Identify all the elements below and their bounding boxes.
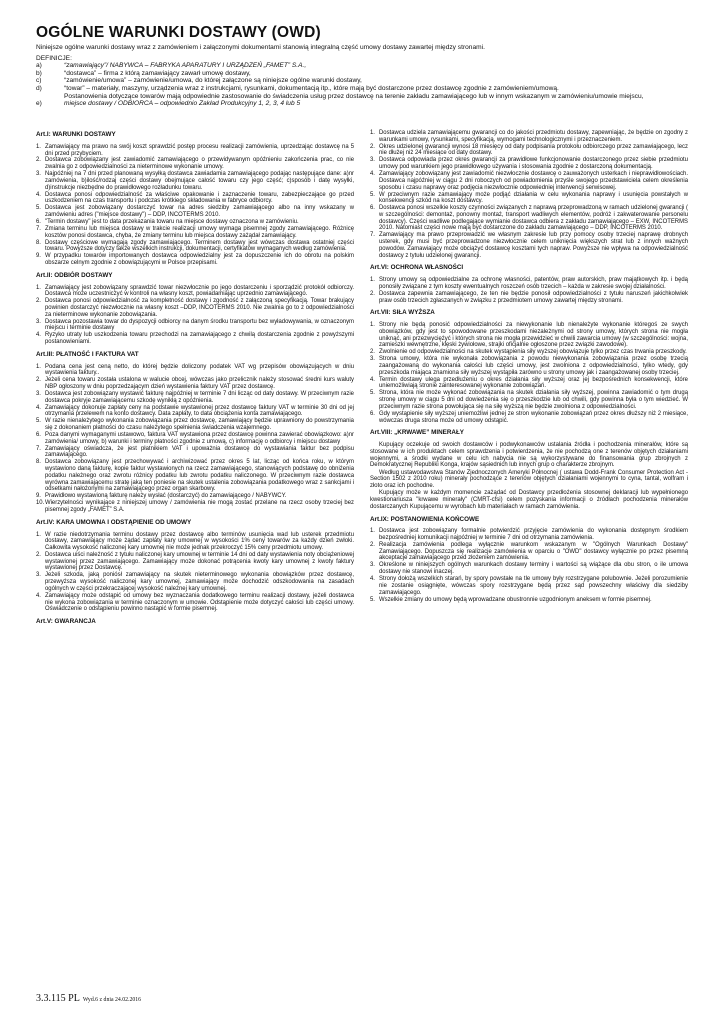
item-text: Określone w niniejszych ogólnych warunkach dostawy terminy i wartości są wiążące dla obu stron, o ile umowa dostawy nie stanowi inaczej.	[379, 562, 688, 576]
item-text: W przypadku towarów importowanych dostawca odpowiedzialny jest za dopuszczenie ich do obrotu na polskim obszarze celnym zgodnie z obowiązującymi w Polsce przepisami.	[45, 253, 354, 266]
item-number: 5.	[370, 390, 375, 397]
list-item	[36, 532, 354, 552]
item-text: W razie niedotrzymania terminu dostawy przez dostawcę albo terminów usunięcia wad lub usterek przedmiotu dostawy, zamawiający może żądać zapłaty kary umownej w wysokości 1% ceny towarów za każdy dzień zwłoki. Całkowita wysokość naliczonej kary umownej nie może jednak przekroczyć 15% ceny przedmiotu umowy.	[45, 531, 354, 551]
item-text: W przeciwnym razie zamawiający może podjąć działania w celu wykonania naprawy i usunięcia powstałych w konsekwencji szkód na koszt dostawcy.	[379, 191, 688, 205]
item-text: W razie nienależytego wykonania zobowiązania przez dostawcę, zamawiający będzie uprawniony do powstrzymania się z dokonaniem płatności do czasu należytego spełnienia świadczenia wzajemnego.	[45, 418, 354, 432]
item-text: Strony umowy są odpowiedzialne za ochronę własności, patentów, praw autorskich, praw majątkowych itp. i będą ponosiły związane z tym koszty ewentualnych roszczeń osób trzecich – każda w zakresie swojej działalności.	[379, 277, 688, 290]
item-text: Zamawiający oświadcza, że jest płatnikiem VAT i upoważnia dostawcę do wystawiania faktur bez podpisu zamawiającego.	[45, 445, 354, 459]
item-number: 1.	[36, 143, 41, 150]
list-item	[370, 232, 688, 259]
definition-text: “dostawca” – firma z którą zamawiający zawarł umowę dostawy,	[64, 69, 251, 77]
list-item	[370, 411, 688, 425]
definition-item	[36, 70, 688, 78]
list-item	[370, 542, 688, 562]
document-version: Wyd.6 z dnia 24.02.2016	[82, 997, 142, 1003]
item-number: 6.	[36, 432, 41, 438]
item-text: Zamawiający może odstąpić od umowy bez wyznaczania dodatkowego terminu realizacji dostawy, jeżeli dostawca nie wykona zobowiązania w terminie oznaczonym w umowie. Odstąpienie może dotyczyć całości lub części umowy. Oświadczenie o odstąpieniu powinno nastąpić w formie pisemnej.	[45, 592, 354, 613]
list-item	[370, 390, 688, 410]
item-text: Wierzytelności wynikające z niniejszej umowy / zamówienia nie mogą zostać przelane na rzecz osoby trzeciej bez pisemnej zgody „FAMET” S.A.	[45, 500, 354, 513]
item-number: 3.	[370, 157, 375, 164]
item-text: Realizacja zamówienia podlega wyłącznie warunkom wskazanym w "Ogólnych Warunkach Dostawy" Zamawiającego. Dopuszcza się realizacje zamówienia w oparciu o "OWD" dostawcy wyłącznie po przez pisemną akceptacje zamawiającego przed złożeniem zamówienia.	[379, 541, 688, 562]
item-text: Jeżeli cena towaru została ustalona w walucie obcej, wówczas jako przelicznik należy stosować średni kurs waluty NBP ogłoszony w dniu poprzedzającym dzień wystawienia faktury VAT przez dostawcę.	[45, 377, 354, 390]
section-heading: Art.VIII: „KRWAWE” MINERAŁY	[370, 429, 464, 437]
item-text: Dostawca udziela zamawiającemu gwarancji co do jakości przedmiotu dostawy, zapewniając, że będzie on zgodny z warunkami umowy, rysunkami, specyfikacją, wymogami technologicznymi i przeznaczeniem.	[379, 130, 688, 143]
item-text: Dostawca jest zobowiązany dostarczyć towar na adres siedziby zamawiającego albo na inny wskazany w zamówieniu adres ("miejsce dostawy") – DDP, INCOTERMS 2010.	[45, 205, 354, 218]
item-text: Strony nie będą ponosić odpowiedzialności za niewykonanie lub nienależyte wykonanie któregoś ze swych obowiązków, gdy jest to spowodowane przeszkodami niezależnymi od strony umowy, których strona nie mogła uniknąć, ani przezwyciężyć i których strona nie mogła przewidzieć w chwili zawarcia umowy (w szczególności: wojna, zamieszki wewnętrzne, klęski żywiołowe, strajki oficjalnie ogłoszone przez związki zawodowe).	[379, 322, 688, 349]
item-text: Jeżeli szkoda, jaką poniósł zamawiający na skutek nieterminowego wykonania obowiązków przez dostawcę, przewyższa wysokość naliczonej kary umownej, zamawiający może dochodzić odszkodowania na zasadach ogólnych w części przekraczającej wysokość należnej kary umownej.	[45, 572, 354, 592]
item-text: Podana cena jest ceną netto, do której będzie doliczony podatek VAT wg przepisów obowiązujących w dniu wystawienia faktury..	[45, 363, 354, 377]
item-number: 3.	[370, 562, 375, 569]
item-number: 3.	[36, 390, 41, 397]
definition-item	[36, 62, 688, 70]
definition-text: miejsce dostawy / ODBIORCA – odpowiednio Zakład Produkcyjny 1, 2, 3, 4 lub 5	[64, 100, 301, 108]
list-item	[36, 418, 354, 432]
item-number: 7.	[36, 225, 41, 232]
document-footer	[36, 993, 141, 1004]
list-item	[370, 171, 688, 191]
item-text: Zamawiający ma prawo przeprowadzić we własnym zakresie lub przy pomocy osoby trzeciej naprawę drobnych usterek, gdy musi być przeprowadzone niezwłocznie celem uniknięcia większych strat lub z innych ważnych powodów. Zamawiający może obciążyć dostawcę kosztami tych napraw. Powyższe nie wpływa na odpowiedzialność dostawcy z tytułu udzielonej gwarancji.	[379, 232, 688, 259]
item-number: 6.	[36, 218, 41, 225]
right-column	[370, 130, 688, 631]
section-heading: Art.I: WARUNKI DOSTAWY	[36, 131, 116, 138]
definition-letter: a)	[36, 62, 42, 70]
list-item	[370, 528, 688, 542]
list-item	[370, 192, 688, 206]
list-item	[370, 377, 688, 391]
item-number: 6.	[370, 410, 375, 417]
item-number: 2.	[370, 349, 375, 356]
item-number: 8.	[36, 459, 41, 466]
item-number: 7.	[370, 232, 375, 239]
item-text: Zmiana terminu lub miejsca dostawy w trakcie realizacji umowy wymaga pisemnej zgody zamawiającego. Różnicę kosztów ponosi dostawca, chyba, że zmiany terminu lub miejsca dostawy zażądał zamawiający.	[45, 225, 354, 239]
list-item	[36, 144, 354, 158]
list-item	[370, 597, 688, 604]
item-text: Ryzyko utraty lub uszkodzenia towaru przechodzi na zamawiającego z chwilą dostarczenia zgodnie z powyższymi postanowieniami.	[45, 332, 354, 346]
item-number: 1.	[36, 531, 41, 538]
list-item	[36, 319, 354, 333]
list-item	[370, 205, 688, 232]
section-heading: Art.IX: POSTANOWIENIA KOŃCOWE	[370, 515, 480, 523]
definition-text: “towar” – materiały, maszyny, urządzenia wraz z instrukcjami, rysunkami, dokumentacją itp., które mają być dostarczone przez dostawcę zgodnie z zamówieniem/umową.	[64, 84, 559, 92]
item-number: 4.	[36, 592, 41, 599]
item-number: 1.	[370, 322, 375, 329]
item-number: 5.	[370, 596, 375, 603]
item-text: Zamawiający dokonuje zapłaty ceny na podstawie wystawionej przez dostawcę faktury VAT w terminie 30 dni od jej otrzymania przelewem na konto dostawcy. Data zapłaty, to data obciążenia konta zamawiającego.	[45, 404, 354, 418]
list-item	[36, 157, 354, 171]
list-item	[36, 500, 354, 514]
item-number: 3.	[36, 171, 41, 178]
item-text: Prawidłowo wystawioną fakturę należy wysłać (dostarczyć) do zamawiającego / NABYWCY.	[45, 493, 287, 500]
list-item	[370, 576, 688, 596]
item-number: 1.	[370, 277, 375, 284]
item-number: 4.	[36, 191, 41, 198]
item-text: Dostawca zobowiązany jest przechowywać i archiwizować przez okres 5 lat, licząc od końca roku, w którym wystawiono daną fakturę, kopie faktur wystawionych na rzecz zamawiającego, stanowiących podstawę do obniżenia podatku należnego oraz zwrotu różnicy podatku lub zwrotu podatku naliczonego. W przeciwnym razie dostawca wyrówna zamawiającemu stratę jaką ten poniesie na skutek ustalenia zobowiązania podatkowego wraz z sankcjami i odsetkami nałożonymi na zamawiającego przez organ skarbowy.	[45, 459, 354, 493]
list-item	[36, 240, 354, 254]
item-number: 6.	[370, 205, 375, 212]
item-text: Zamawiający jest zobowiązany sprawdzić towar niezwłocznie po jego dostarczeniu i sporządzić protokół odbiorczy. Dostawca może uczestniczyć w kontroli na własny koszt, powiadamiając uprzednio zamawiającego.	[45, 284, 354, 298]
item-number: 4.	[370, 376, 375, 383]
item-number: 2.	[370, 290, 375, 297]
item-text: Strony dołożą wszelkich starań, by spory powstałe na tle umowy były rozstrzygane polubownie. Jeżeli porozumienie nie zostanie osiągnięte, wówczas spory rozstrzygane będą przez sąd powszechny właściwy dla siedziby zamawiającego.	[379, 576, 688, 596]
item-text: Dostawca jest zobowiązany wystawić fakturę najpóźniej w terminie 7 dni licząc od daty dostawy. W przeciwnym razie dostawca pokryje zamawiającemu szkodę wynikłą z opóźnienia.	[45, 390, 354, 404]
list-item	[36, 572, 354, 592]
item-text: Dostawca pozostawia towar do dyspozycji odbiorcy na danym środku transportu bez wyładowywania, w oznaczonym miejscu i terminie dostawy	[45, 318, 354, 332]
document-code: 3.3.115 PL	[36, 993, 80, 1004]
item-number: 2.	[36, 298, 41, 305]
item-number: 5.	[36, 205, 41, 212]
intro-text: Niniejsze ogólne warunki dostawy wraz z zamówieniem i załączonymi dokumentami stanowią integralną część umowy dostawy zawartej między stronami.	[36, 44, 485, 51]
item-number: 2.	[36, 377, 41, 384]
section-heading: Art.II: ODBIÓR DOSTAWY	[36, 271, 113, 279]
item-number: 3.	[370, 356, 375, 363]
list-item	[36, 405, 354, 419]
item-number: 4.	[370, 171, 375, 178]
item-number: 5.	[370, 191, 375, 198]
item-text: Dostawca uiści należność z tytułu naliczonej kary umownej w terminie 14 dni od daty wystawienia noty obciążeniowej wystawionej przez zamawiającego. Zamawiający może dokonać potrącenia kwoty kary umownej z kwoty faktury wystawionej przez Dostawcę.	[45, 551, 354, 572]
item-number: 9.	[36, 253, 41, 260]
document-title: OGÓLNE WARUNKI DOSTAWY (OWD)	[36, 24, 321, 41]
item-text: Dostawca zobowiązany jest zawiadomić zamawiającego o przewidywanym opóźnieniu zakończenia prac, co nie zwalnia go z odpowiedzialności za nieterminowe wykonanie umowy.	[45, 157, 354, 171]
item-text: Zamawiający ma prawo na swój koszt sprawdzić postęp procesu realizacji zamówienia, uprzedzając dostawcę na 5 dni przed przybyciem.	[45, 143, 354, 157]
item-number: 3.	[36, 572, 41, 579]
item-text: Dostawca odpowiada przez okres gwarancji za prawidłowe funkcjonowanie dostarczonego przez siebie przedmiotu umowy pod warunkiem jego prawidłowego używania i stosowania zgodnie z dostarczoną dokumentacją.	[379, 157, 688, 171]
definition-text: “zamówienie/umowa” – zamówienie/umowa, do której załączone są niniejsze ogólne warunki dostawy,	[64, 77, 362, 85]
item-number: 9.	[36, 493, 41, 500]
item-text: Strona, która nie może wykonać zobowiązania na skutek działania siły wyższej, powinna zawiadomić o tym drugą stronę umowy w ciągu 5 dni od dowiedzenia się o przeszkodzie lub od chwili, gdy powinna była o tym wiedzieć. W przeciwnym razie strona powołująca się na siłę wyższą nie będzie zwolniona z odpowiedzialności.	[379, 390, 688, 410]
definition-item	[36, 77, 688, 85]
section-heading: Art.IV: KARA UMOWNA I ODSTĄPIENIE OD UMOWY	[36, 518, 192, 526]
definition-text: “zamawiający”/ NABYWCA – FABRYKA APARATURY I URZĄDZEŃ „FAMET” S.A.,	[64, 62, 307, 70]
list-item	[36, 192, 354, 206]
item-number: 7.	[36, 445, 41, 452]
item-text: Okres udzielonej gwarancji wynosi 18 miesięcy od daty podpisania protokołu odbiorczego przez zamawiającego, lecz nie dłużej niż 24 miesiące od daty dostawy.	[379, 143, 688, 157]
item-number: 1.	[36, 363, 41, 370]
section-heading: Art.V: GWARANCJA	[36, 618, 96, 626]
section-heading: Art.VI: OCHRONA WŁASNOŚCI	[370, 264, 464, 272]
list-item	[370, 356, 688, 376]
list-item	[370, 562, 688, 576]
list-item	[36, 253, 354, 267]
section-paragraph: Według ustawodawstwa Stanów Zjednoczonych Ameryki Północnej ( ustawa Dodd-Frank Consumer Protection Act - Section 1502 z 2010 roku) minerały pochodzące z terenów objętych działaniami wojennymi to cyna, tantal, wolfram i złoto oraz ich pochodne.	[370, 469, 688, 489]
item-text: Dostawy częściowe wymagają zgody zamawiającego. Terminem dostawy jest wówczas dostawa ostatniej części towaru. Powyższe dotyczy także wszelkich instrukcji, dokumentacji, certyfikatów wymaganych według zamówienia.	[45, 239, 354, 253]
definition-item	[36, 85, 688, 93]
item-text: Dostawca ponosi wszelkie koszty czynności związanych z naprawą przeprowadzoną w ramach udzielonej gwarancji ( w szczególności: demontaż, ponowny montaż, transport wadliwych elementów, podróż i zakwaterowanie personelu dostawcy). Części wadliwe podlegające wymianie dostawca odbiera z zakładu zamawiającego – EXW, INCOTERMS 2010. Natomiast części nowe mają być dostarczone do zakładu zamawiającego – DDP, INCOTERMS 2010.	[379, 205, 688, 232]
list-item	[36, 593, 354, 613]
list-item	[370, 277, 688, 291]
list-item	[36, 391, 354, 405]
list-item	[36, 171, 354, 191]
list-item	[370, 157, 688, 171]
item-text: Dostawca jest zobowiązany formalnie potwierdzić przyjęcie zamówienia do wykonania dostępnym środkiem bezpośredniej komunikacji najpóźniej w terminie 7 dni od otrzymania zamówienia.	[379, 528, 688, 541]
item-text: Termin dostawy ulega przedłużeniu o okres działania siły wyższej oraz jej bezpośrednich konsekwencji, które uniemożliwiają stronie zainteresowanej wykonanie zobowiązań.	[379, 376, 688, 390]
list-item	[36, 552, 354, 572]
item-text: Dostawca ponosi odpowiedzialność za kompletność dostawy i zgodność z załączoną specyfikacją. Towar brakujący powinien dostarczyć niezwłocznie na własny koszt –DDP, INCOTERMS 2010. Nie zwalnia go to z odpowiedzialności za nieterminowe wykonanie zobowiązania.	[45, 298, 354, 318]
item-text: Strona umowy, która nie wykonała zobowiązania z powodu niewykonania zobowiązania przez osobę trzecią zaangażowaną do wykonania całości lub części umowy, jest zwolniona z odpowiedzialności, tylko wtedy, gdy przeszkoda miająca znamiona siły wyższej wystąpiła zarówno u strony umowy jak i zaangażowanej osoby trzeciej.	[379, 356, 688, 376]
list-item	[36, 285, 354, 299]
item-number: 10.	[36, 500, 45, 507]
definition-letter: c)	[36, 77, 42, 85]
list-item	[370, 322, 688, 349]
item-text: Dostawca ponosi odpowiedzialność za właściwe opakowanie i zaznaczenie towaru, zabezpieczające go przed uszkodzeniem na czas transportu i podczas krótkiego składowania w fabryce odbiorcy.	[45, 191, 354, 205]
item-text: Dostawca zapewnia zamawiającego, że ten nie będzie ponosił odpowiedzialności z tytułu naruszeń jakichkolwiek praw osób trzecich zgłaszanych w związku z przedmiotem umowy zawartej między stronami.	[379, 290, 688, 304]
list-item	[36, 205, 354, 219]
item-number: 3.	[36, 318, 41, 325]
list-item	[36, 446, 354, 460]
list-item	[36, 332, 354, 346]
item-number: 1.	[370, 528, 375, 535]
definitions-label: DEFINICJE:	[36, 54, 72, 62]
two-column-body	[36, 130, 688, 631]
definition-item	[36, 100, 688, 108]
section-paragraph: Kupujący oczekuje od swoich dostawców i podwykonawców ustalania źródła i pochodzenia minerałów, które są stosowane w ich produktach celem sprawdzenia i potwierdzenia, że nie pochodzą one z terenów objętych działaniami wojennymi, a środki wydane w celu ich nabycia nie są wykorzystywane do finansowania grup zbrojnych z Demokratycznej Republiki Konga, krajów sąsiednich lub innych grup o charakterze zbrojnym.	[370, 442, 688, 469]
list-item	[370, 130, 688, 144]
item-number: 2.	[370, 541, 375, 548]
item-number: 2.	[36, 551, 41, 558]
definition-letter: b)	[36, 69, 42, 77]
list-item	[370, 291, 688, 305]
list-item	[36, 377, 354, 391]
item-number: 2.	[370, 143, 375, 150]
item-text: Gdy wystąpienie siły wyższej uniemożliwi jednej ze stron wykonanie zobowiązań przez okres dłuższy niż 2 miesiące, wówczas druga strona może od umowy odstąpić.	[379, 410, 688, 424]
item-number: 2.	[36, 157, 41, 164]
item-text: Wszelkie zmiany do umowy będą wprowadzane obustronnie uzgodnionym aneksem w formie pisemnej.	[379, 596, 652, 603]
section-paragraph: Kupujący może w każdym momencie zażądać od Dostawcy przedłożenia stosownej deklaracji lub wypełnionego kwestionariusza "krwawe minerały" (CMRT-cfsi) celem pozyskania informacji o źródłach pochodzenia minerałów dostarczanych Kupującemu w wyrobach lub materiałach w ramach zamówienia.	[370, 490, 688, 510]
left-column	[36, 130, 354, 631]
item-text: Najpóźniej na 7 dni przed planowaną wysyłką dostawca zawiadamia zamawiającego podając następujące dane: a)nr zamówienia, b)ilość/rodzaj części dostawy obejmujące całość towaru czy jego część; c)sposób i datę wysyłki, d)instrukcje niezbędne do prawidłowego rozładunku towaru.	[45, 171, 354, 191]
list-item	[36, 226, 354, 240]
item-number: 8.	[36, 239, 41, 246]
definition-note: Postanowienia dotyczące towarów mają odpowiednie zastosowanie do świadczenia usług przez dostawcę na terenie zakładu zamawiającego lub w innym wskazanym w zamówieniu/umowie miejscu,	[64, 92, 644, 100]
item-text: Zwolnienie od odpowiedzialności na skutek wystąpienia siły wyższej obowiązuje tylko przez czas trwania przeszkody.	[379, 349, 687, 356]
definition-letter: d)	[36, 84, 42, 92]
list-item	[36, 298, 354, 318]
item-number: 5.	[36, 418, 41, 425]
item-number: 4.	[36, 404, 41, 411]
list-item	[36, 493, 354, 500]
definition-letter: e)	[36, 100, 42, 108]
item-text: Zamawiający zobowiązany jest zawiadomić niezwłocznie dostawcę o zauważonych usterkach i nieprawidłowościach. Dostawca najpóźniej w ciągu 2 dni roboczych od powiadomienia przyśle swojego przedstawiciela celem określenia sposobu i czasu naprawy oraz podjęcia niezwłocznie odpowiedniej interwencji serwisowej.	[379, 171, 688, 191]
item-number: 1.	[370, 130, 375, 136]
list-item	[36, 219, 354, 226]
definitions-list	[36, 62, 688, 108]
item-number: 4.	[370, 576, 375, 583]
section-heading: Art.III: PŁATNOŚĆ I FAKTURA VAT	[36, 350, 139, 358]
item-text: "Termin dostawy" jest to data przekazania towaru na miejsce dostawy oznaczona w zamówieniu.	[45, 218, 299, 225]
list-item	[370, 349, 688, 356]
list-item	[36, 364, 354, 378]
item-text: Poza danymi wymaganymi ustawowo, faktura VAT wystawiona przez dostawcę powinna zawierać obowiązkowo: a)nr zamówienia/ umowy, b) warunki i terminy płatności zgodnie z umową, c) informację o odbiorcy i miejscu dostawy	[45, 432, 354, 445]
list-item	[36, 432, 354, 446]
list-item	[36, 459, 354, 493]
list-item	[370, 144, 688, 158]
item-number: 4.	[36, 332, 41, 339]
item-number: 1.	[36, 284, 41, 291]
section-heading: Art.VII: SIŁA WYŻSZA	[370, 309, 435, 317]
